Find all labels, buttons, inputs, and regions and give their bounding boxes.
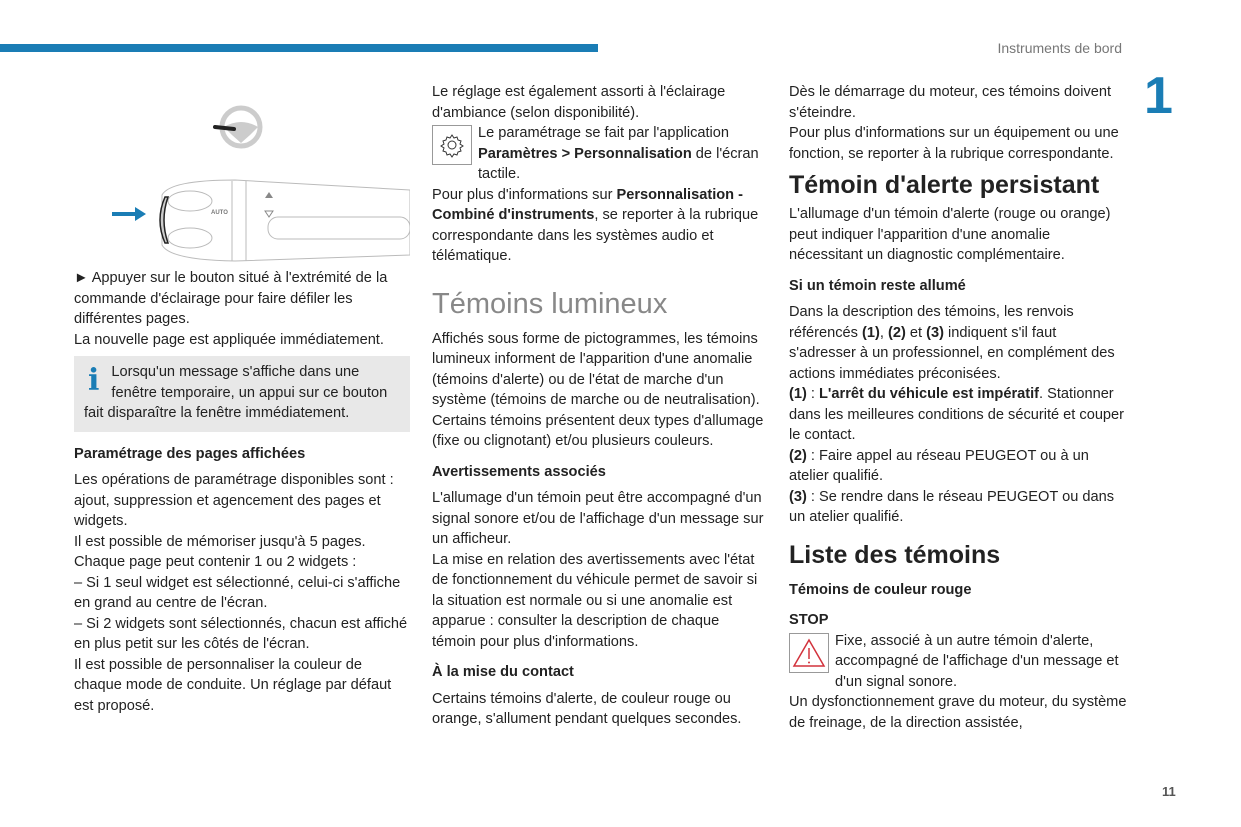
header-accent-bar xyxy=(0,44,598,52)
paragraph: (3) : Se rendre dans le réseau PEUGEOT ou dans un atelier qualifié. xyxy=(789,488,1115,525)
page-number: 11 xyxy=(1162,784,1176,799)
paragraph: ► Appuyer sur le bouton situé à l'extrémité de la commande d'éclairage pour faire défiler les différentes pages. xyxy=(74,270,388,327)
column-3 xyxy=(789,82,1127,733)
subheading: À la mise du contact xyxy=(432,664,574,680)
section-title: Instruments de bord xyxy=(997,40,1122,56)
paragraph: Fixe, associé à un autre témoin d'alerte, accompagné de l'affichage d'un message et d'un signal sonore. xyxy=(789,631,1127,693)
arrow-icon xyxy=(112,207,146,221)
list-item: – Si 2 widgets sont sélectionnés, chacun est affiché en plus petit sur les côtés de l'écran. xyxy=(74,615,408,652)
paragraph: Certains témoins d'alerte, de couleur rouge ou orange, s'allument pendant quelques secondes. xyxy=(432,690,742,727)
paragraph: Les opérations de paramétrage disponibles sont : ajout, suppression et agencement des pages et widgets. xyxy=(74,472,394,529)
lighting-stalk-illustration xyxy=(100,95,410,265)
settings-gear-icon xyxy=(432,125,472,165)
auto-label: AUTO xyxy=(211,210,228,216)
subheading: Témoins de couleur rouge xyxy=(789,581,972,598)
paragraph: Le paramétrage se fait par l'application Paramètres > Personnalisation de l'écran tactile. xyxy=(432,123,764,185)
list-item: – Si 1 seul widget est sélectionné, celui-ci s'affiche en grand au centre de l'écran. xyxy=(74,574,401,611)
section-heading: Témoin d'alerte persistant xyxy=(789,171,1100,199)
warning-triangle-icon xyxy=(789,633,829,673)
paragraph: L'allumage d'un témoin d'alerte (rouge ou orange) peut indiquer l'apparition d'une anomalie nécessitant un diagnostic complémentaire. xyxy=(789,206,1111,263)
paragraph: (2) : Faire appel au réseau PEUGEOT ou à un atelier qualifié. xyxy=(789,447,1089,484)
steering-wheel-icon xyxy=(215,108,260,146)
section-heading: Témoins lumineux xyxy=(432,287,668,320)
paragraph: La nouvelle page est appliquée immédiatement. xyxy=(74,331,384,348)
subheading: Si un témoin reste allumé xyxy=(789,277,966,294)
paragraph: La mise en relation des avertissements avec l'état de fonctionnement du véhicule permet de savoir si la situation est normale ou si une anomalie est apparue : consulter la description de chaque témoin pour plus d'informations. xyxy=(432,551,758,650)
info-icon: i xyxy=(88,363,100,398)
paragraph: Dans la description des témoins, les renvois référencés (1), (2) et (3) indiquent s'il faut s'adresser à un professionnel, en complément des actions immédiates préconisées. xyxy=(789,304,1115,382)
paragraph: Pour plus d'informations sur Personnalisation - Combiné d'instruments, se reporter à la rubrique correspondante dans les systèmes audio et télématique. xyxy=(432,186,759,264)
column-1 xyxy=(74,268,410,716)
paragraph: Dès le démarrage du moteur, ces témoins doivent s'éteindre. xyxy=(789,84,1112,121)
paragraph: Le réglage est également assorti à l'éclairage d'ambiance (selon disponibilité). xyxy=(432,84,726,121)
paragraph: Un dysfonctionnement grave du moteur, du système de freinage, de la direction assistée, xyxy=(789,694,1127,731)
subheading: Avertissements associés xyxy=(432,463,606,480)
subheading: Paramétrage des pages affichées xyxy=(74,445,306,462)
paragraph: Il est possible de personnaliser la couleur de chaque mode de conduite. Un réglage par défaut est proposé. xyxy=(74,656,392,714)
paragraph: Affichés sous forme de pictogrammes, les témoins lumineux informent de l'apparition d'une anomalie (témoins d'alerte) ou de l'état de marche d'un système (témoins de marche ou de neutralisation). Certains témoins présentent deux types d'allumage (fixe ou clignotant) et/ou plusieurs couleurs. xyxy=(432,330,764,449)
paragraph: Pour plus d'informations sur un équipement ou une fonction, se reporter à la rubrique correspondante. xyxy=(789,125,1119,162)
paragraph: Chaque page peut contenir 1 ou 2 widgets : xyxy=(74,554,357,570)
paragraph: L'allumage d'un témoin peut être accompagné d'un signal sonore et/ou de l'affichage d'un message sur un afficheur. xyxy=(432,490,764,547)
info-box xyxy=(74,356,410,432)
paragraph: (1) : L'arrêt du véhicule est impératif. Stationner dans les meilleures conditions de sécurité et couper le contact. xyxy=(789,386,1125,443)
subheading: STOP xyxy=(789,612,829,628)
info-text: Lorsqu'un message s'affiche dans une fenêtre temporaire, un appui sur ce bouton fait disparaître la fenêtre immédiatement. xyxy=(84,364,388,421)
section-heading: Liste des témoins xyxy=(789,540,1001,569)
paragraph: Il est possible de mémoriser jusqu'à 5 pages. xyxy=(74,533,366,550)
chapter-number: 1 xyxy=(1144,67,1173,125)
column-2 xyxy=(432,82,764,730)
